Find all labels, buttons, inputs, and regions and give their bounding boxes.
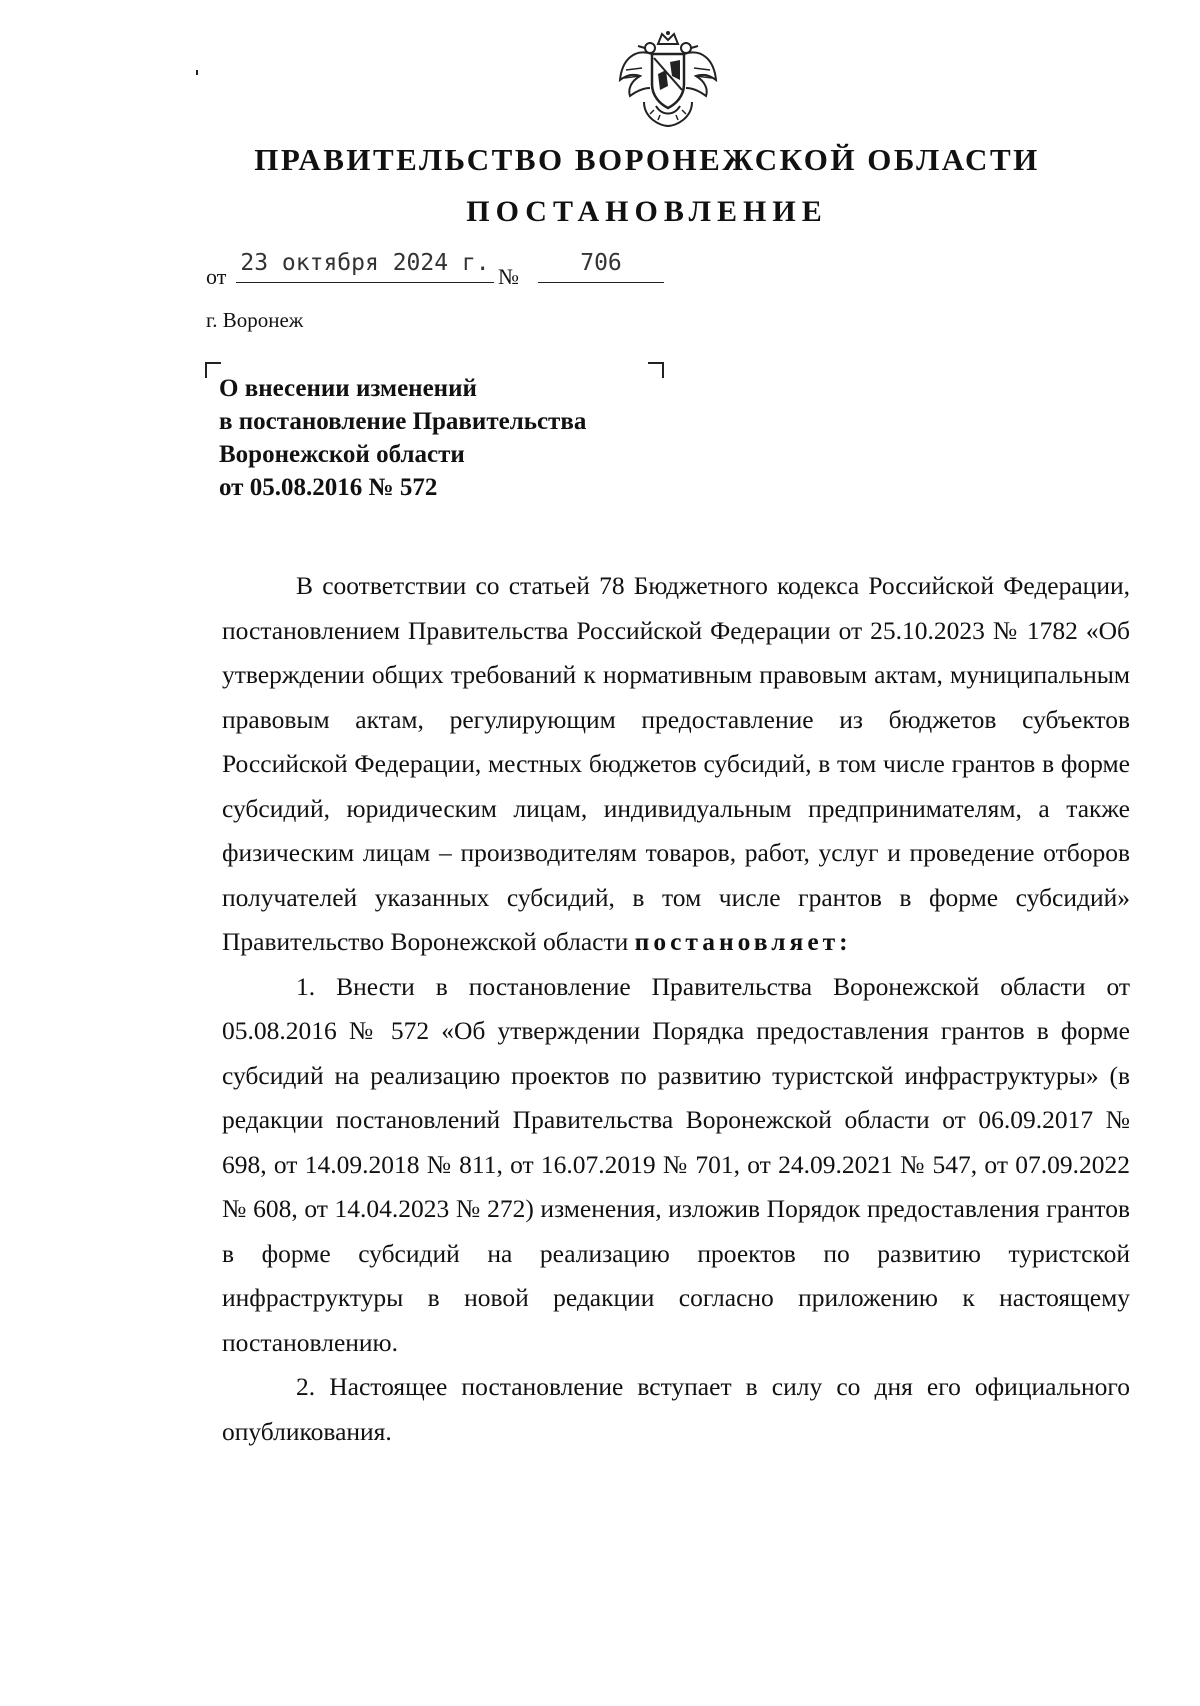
document-number: 706 — [538, 250, 664, 283]
government-title: ПРАВИТЕЛЬСТВО ВОРОНЕЖСКОЙ ОБЛАСТИ — [254, 142, 1040, 177]
subject-line: от 05.08.2016 № 572 — [219, 474, 438, 501]
document-date: 23 октября 2024 г. — [236, 250, 494, 283]
preamble-paragraph — [222, 564, 1130, 965]
resolves-colon: : — [839, 927, 852, 956]
item-2-paragraph: 2. Настоящее постановление вступает в силу со дня его официального опубликования. — [222, 1372, 1130, 1446]
date-number-line — [206, 250, 666, 290]
number-label: № — [498, 264, 519, 289]
item-1-paragraph: 1. Внести в постановление Правительства Воронежской области от 05.08.2016 № 572 «Об утверждении Порядка предоставления грантов в форме субсидий на реализацию проектов по развитию туристской инфраструктуры» (в редакции постановлений Правительства Воронежской области от 06.09.2017 № 698, от 14.09.2018 № 811, от 16.07.2019 № 701, от 24.09.2021 № 547, от 07.09.2022 № 608, от 14.04.2023 № 272) изменения, изложив Порядок предоставления грантов в форме субсидий на реализацию проектов по развитию туристской инфраструктуры в новой редакции согласно приложению к настоящему постановлению. — [222, 971, 1130, 1357]
coat-of-arms-icon — [614, 30, 722, 130]
subject-line: в постановление Правительства — [219, 408, 587, 435]
document-type: ПОСТАНОВЛЕНИЕ — [466, 195, 828, 228]
scan-speck — [196, 70, 198, 75]
subject-line: Воронежской области — [219, 441, 465, 468]
preamble-text: В соответствии со статьей 78 Бюджетного кодекса Российской Федерации, постановлением Правительства Российской Федерации от 25.10.2023 № 1782 «Об утверждении общих требований к нормативным правовым актам, муниципальным правовым актам, регулирующим предоставление из бюджетов субъектов Российской Федерации, местных бюджетов субсидий, в том числе грантов в форме субсидий, юридическим лицам, индивидуальным предпринимателям, а также физическим лицам – производителям товаров, работ, услуг и проведение отборов получателей указанных субсидий, в том числе грантов в форме субсидий» Правительство Воронежской области — [222, 571, 1130, 956]
subject-line: О внесении изменений — [219, 375, 477, 402]
document-body — [222, 564, 1130, 1454]
resolves-word: постановляет — [634, 927, 840, 956]
document-subject — [219, 372, 659, 504]
city: г. Воронеж — [206, 308, 304, 332]
from-label: от — [206, 264, 227, 289]
